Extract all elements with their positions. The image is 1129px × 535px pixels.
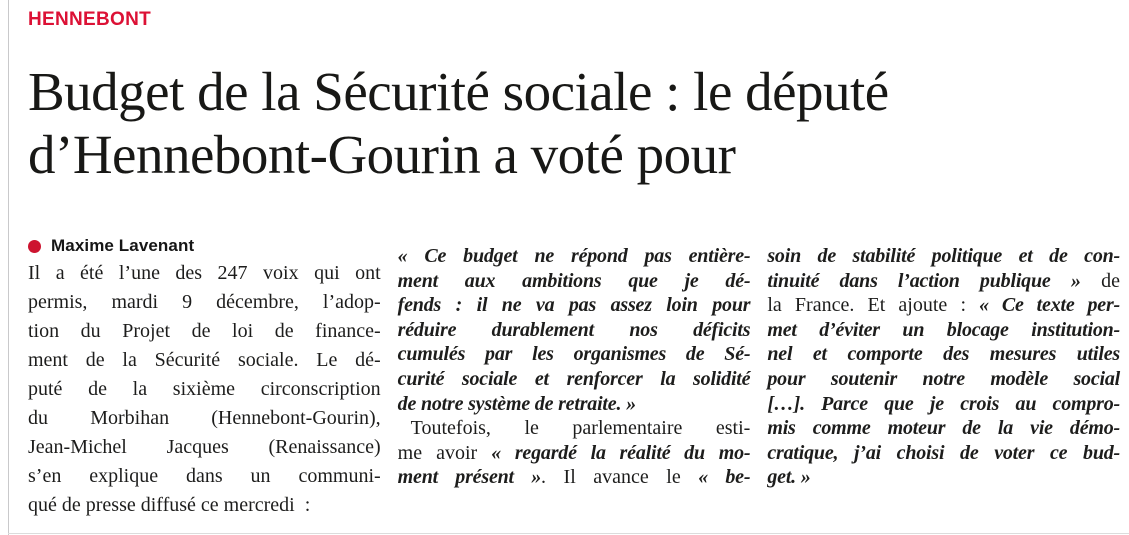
body-line [767, 293, 1120, 318]
body-line [398, 244, 751, 269]
body-line [28, 346, 381, 375]
text-segment: réduire durablement nos déficits [397, 318, 751, 341]
text-segment: nel et comporte des mesures utiles [767, 343, 1121, 366]
text-segment: ment présent » [397, 466, 542, 489]
text-segment: de notre système de retraite. » [397, 392, 636, 415]
text-segment: […]. Parce que je crois au compro- [767, 392, 1121, 415]
text-segment: qué de presse diffusé ce mercredi : [28, 494, 311, 516]
byline [28, 236, 381, 256]
article-column-3 [767, 236, 1120, 520]
article-body [28, 236, 1120, 520]
body-line [28, 404, 381, 433]
article-column-1 [28, 236, 381, 520]
body-line [28, 491, 381, 520]
headline-line-1: Budget de la Sécurité sociale : le député [28, 61, 889, 122]
body-line [28, 462, 381, 491]
section-kicker: HENNEBONT [28, 9, 152, 30]
body-line [398, 318, 751, 343]
body-line [767, 342, 1120, 367]
text-segment: « Ce budget ne répond pas entière- [397, 245, 751, 267]
text-segment: met d’éviter un blocage institution- [767, 318, 1121, 341]
text-segment: Jean-Michel Jacques (Renaissance) [28, 436, 381, 458]
body-line [398, 465, 751, 490]
body-line [767, 465, 1120, 490]
text-segment: permis, mardi 9 décembre, l’adop- [28, 291, 381, 313]
text-segment: tinuité dans l’action publique » [767, 269, 1081, 292]
body-line [767, 441, 1120, 466]
article-content [28, 10, 1120, 520]
text-segment: me avoir [397, 441, 492, 464]
bottom-divider-rule [8, 533, 1129, 534]
text-segment: puté de la sixième circonscription [28, 378, 381, 400]
byline-author: Maxime Lavenant [51, 236, 195, 255]
text-segment: Il a été l’une des 247 voix qui ont [28, 262, 381, 284]
text-segment: « regardé la réalité du mo- [491, 441, 751, 464]
body-line [767, 269, 1120, 294]
text-segment: ment aux ambitions que je dé- [397, 269, 751, 292]
text-segment: s’en explique dans un communi- [28, 465, 381, 487]
body-line [28, 375, 381, 404]
body-line [767, 244, 1120, 269]
column-3-text [767, 244, 1120, 490]
body-line [398, 392, 751, 417]
body-line [28, 317, 381, 346]
text-segment: pour soutenir notre modèle social [767, 367, 1121, 390]
text-segment: Toutefois, le parlementaire esti- [410, 417, 751, 440]
body-line [767, 416, 1120, 441]
article-headline [28, 60, 1120, 186]
body-line [28, 288, 381, 317]
body-line [767, 318, 1120, 343]
text-segment: « Ce texte per- [979, 294, 1121, 317]
body-line [398, 269, 751, 294]
body-line [767, 367, 1120, 392]
text-segment: « be- [698, 466, 751, 489]
body-line [28, 259, 381, 288]
text-segment: fends : il ne va pas assez loin pour [397, 294, 751, 317]
headline-line-2: d’Hennebont-Gourin a voté pour [28, 124, 736, 185]
text-segment: cumulés par les organismes de Sé- [397, 343, 751, 366]
text-segment: tion du Projet de loi de finance- [28, 320, 381, 342]
text-segment: de [1080, 269, 1121, 292]
body-line [398, 441, 751, 466]
byline-bullet-icon [28, 240, 41, 253]
text-segment: soin de stabilité politique et de con- [767, 245, 1121, 267]
text-segment: . Il avance le [541, 466, 699, 489]
text-segment: cratique, j’ai choisi de voter ce bud- [767, 441, 1121, 464]
column-2-text [398, 244, 751, 490]
body-line [767, 392, 1120, 417]
column-1-text [28, 259, 381, 520]
body-line [398, 342, 751, 367]
body-line [398, 367, 751, 392]
left-column-rule [8, 0, 9, 535]
body-line [28, 433, 381, 462]
text-segment: ment de la Sécurité sociale. Le dé- [28, 349, 381, 371]
text-segment: du Morbihan (Hennebont-Gourin), [28, 407, 381, 429]
text-segment: mis comme moteur de la vie démo- [767, 417, 1121, 440]
text-segment: get. » [767, 466, 811, 489]
text-segment: curité sociale et renforcer la solidité [397, 367, 751, 390]
body-line [398, 416, 751, 441]
article-column-2 [398, 236, 751, 520]
body-line [398, 293, 751, 318]
text-segment: la France. Et ajoute : [767, 294, 980, 317]
